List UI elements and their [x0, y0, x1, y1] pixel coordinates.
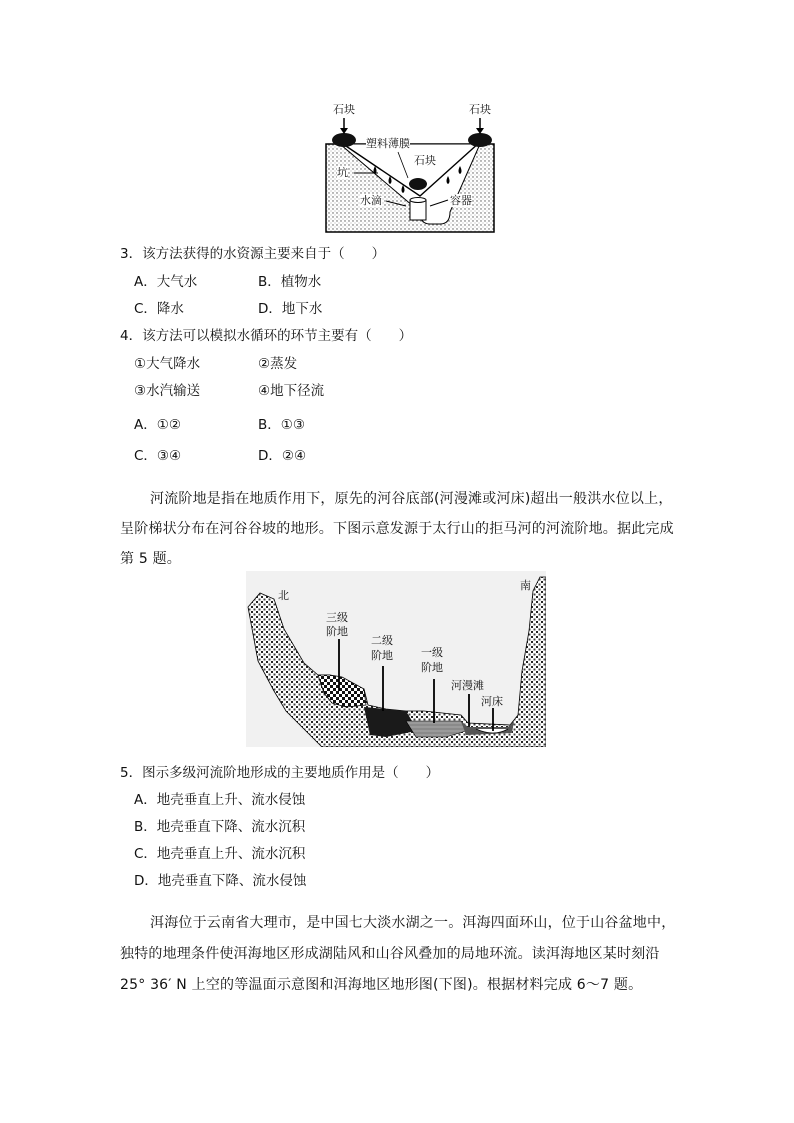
question-3-option-d: D．地下水	[258, 301, 323, 317]
pit-label: 坑	[337, 166, 348, 179]
north-label: 北	[278, 589, 289, 602]
question-5-option-b: B．地壳垂直下降、流水沉积	[134, 819, 306, 835]
passage-1-line-3: 第 5 题。	[120, 551, 182, 567]
question-5-stem: 5．图示多级河流阶地形成的主要地质作用是（ ）	[120, 765, 440, 781]
terrace-3-label-line1: 三级	[326, 611, 348, 624]
question-4-item-3: ③水汽输送	[134, 383, 201, 399]
question-5-option-a: A．地壳垂直上升、流水侵蚀	[134, 792, 306, 808]
passage-2-line-2: 独特的地理条件使洱海地区形成湖陆风和山谷风叠加的局地环流。读洱海地区某时刻沿	[120, 946, 660, 962]
terrace-1-label-line2: 阶地	[421, 661, 443, 674]
passage-1-line-2: 呈阶梯状分布在河谷谷坡的地形。下图示意发源于太行山的拒马河的河流阶地。据此完成	[120, 521, 674, 537]
question-4-item-4: ④地下径流	[258, 383, 325, 399]
question-5-option-c: C．地壳垂直上升、流水沉积	[134, 846, 306, 862]
water-drop-label: 水滴	[360, 194, 382, 207]
riverbed-label: 河床	[481, 695, 503, 708]
terrace-2-label-line2: 阶地	[371, 649, 393, 662]
question-4-option-d: D．②④	[258, 448, 307, 464]
question-4-option-a: A．①②	[134, 417, 181, 433]
question-3-option-a: A．大气水	[134, 274, 198, 290]
terrace-1-label-line1: 一级	[421, 646, 443, 659]
terrace-2-label-line1: 二级	[371, 634, 393, 647]
terrace-3-label-line2: 阶地	[326, 625, 348, 638]
question-3-option-c: C．降水	[134, 301, 184, 317]
stone-left-label: 石块	[333, 103, 355, 116]
question-3-stem: 3．该方法获得的水资源主要来自于（ ）	[120, 246, 386, 262]
figure-water-collection	[320, 100, 500, 235]
stone-right-label: 石块	[469, 103, 491, 116]
question-3-option-b: B．植物水	[258, 274, 322, 290]
question-4-item-1: ①大气降水	[134, 356, 201, 372]
question-4-stem: 4．该方法可以模拟水循环的环节主要有（ ）	[120, 328, 413, 344]
stone-center-label: 石块	[414, 154, 436, 167]
question-4-item-2: ②蒸发	[258, 356, 298, 372]
passage-2-line-3: 25° 36′ N 上空的等温面示意图和洱海地区地形图(下图)。根据材料完成 6～7 题。	[120, 977, 643, 993]
passage-1-line-1: 河流阶地是指在地质作用下，原先的河谷底部(河漫滩或河床)超出一般洪水位以上，	[150, 491, 673, 507]
floodplain-label: 河漫滩	[451, 679, 484, 692]
passage-2-line-1: 洱海位于云南省大理市，是中国七大淡水湖之一。洱海四面环山，位于山谷盆地中，	[150, 915, 676, 931]
container-label: 容器	[450, 194, 472, 207]
south-label: 南	[520, 579, 531, 592]
river-terrace-diagram	[246, 571, 546, 747]
figure-river-terraces	[246, 571, 546, 747]
question-5-option-d: D．地壳垂直下降、流水侵蚀	[134, 873, 307, 889]
plastic-film-label: 塑料薄膜	[366, 137, 410, 150]
question-4-option-b: B．①③	[258, 417, 305, 433]
question-4-option-c: C．③④	[134, 448, 182, 464]
